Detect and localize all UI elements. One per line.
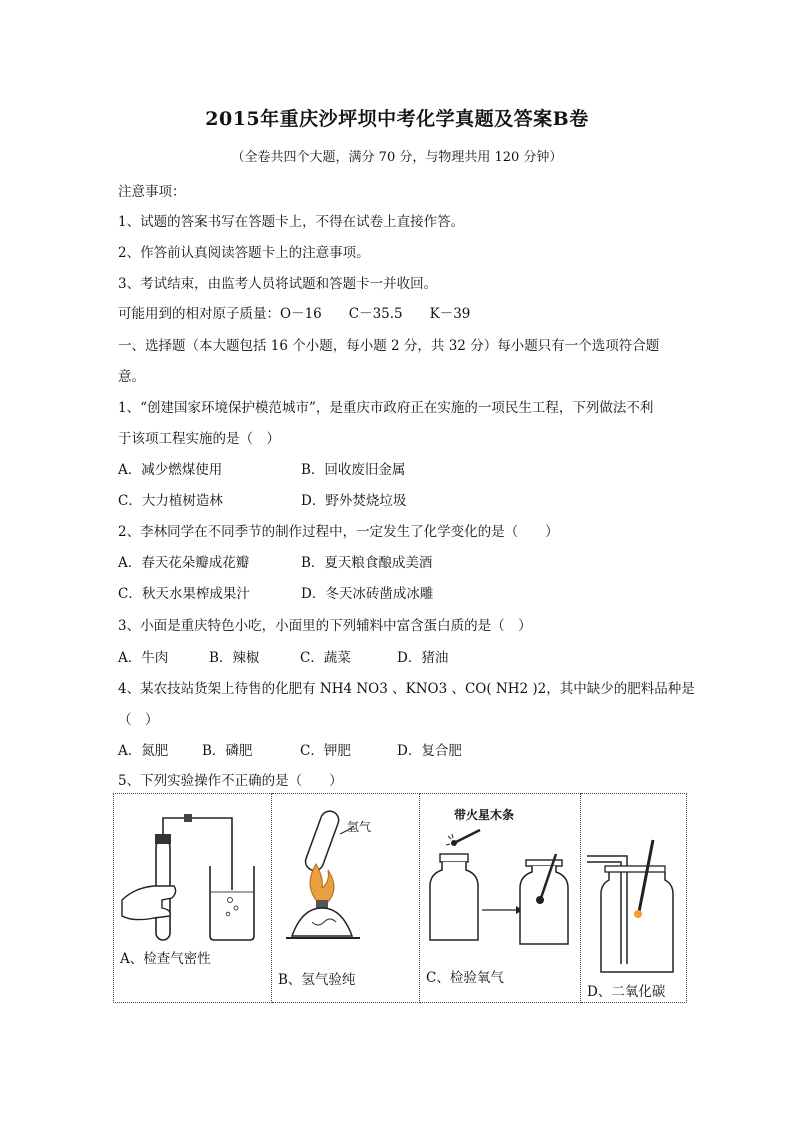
question-4-stem-cont: （ ）: [118, 712, 159, 728]
q4-option-b: B．磷肥: [202, 743, 253, 759]
splint-label: 带火星木条: [454, 808, 515, 822]
question-3-stem: 3、小面是重庆特色小吃，小面里的下列辅料中富含蛋白质的是（ ）: [118, 618, 532, 634]
airtightness-apparatus: [114, 800, 271, 950]
note-item-2: 2、作答前认真阅读答题卡上的注意事项。: [118, 245, 370, 261]
panel-d: [581, 794, 687, 1003]
q4-option-c: C．钾肥: [300, 743, 351, 759]
q1-option-b: B．回收废旧金属: [301, 462, 406, 478]
q2-option-b: B．夏天粮食酿成美酒: [301, 555, 433, 571]
q3-option-c: C．蔬菜: [300, 650, 351, 666]
notes-heading: 注意事项：: [118, 184, 186, 200]
panel-b-caption: B、氢气验纯: [278, 972, 356, 988]
panel-c: [420, 794, 581, 1003]
q3-option-b: B．辣椒: [209, 650, 260, 666]
panel-d-caption: D、二氧化碳: [587, 984, 666, 1000]
question-2-stem: 2、李林同学在不同季节的制作过程中，一定发生了化学变化的是（ ）: [118, 524, 559, 540]
note-item-3: 3、考试结束，由监考人员将试题和答题卡一并收回。: [118, 276, 438, 292]
q4-option-a: A．氮肥: [118, 743, 169, 759]
q3-option-a: A．牛肉: [118, 650, 169, 666]
q4-option-d: D．复合肥: [397, 743, 462, 759]
oxygen-test-apparatus: [420, 820, 580, 970]
experiment-figure-table: [113, 793, 687, 1003]
note-item-1: 1、试题的答案书写在答题卡上，不得在试卷上直接作答。: [118, 214, 465, 230]
q3-option-d: D．猪油: [397, 650, 449, 666]
page-title: 2015年重庆沙坪坝中考化学真题及答案B卷: [205, 108, 589, 130]
question-1-stem-cont: 于该项工程实施的是（ ）: [118, 431, 280, 447]
q2-option-d: D．冬天冰砖凿成冰雕: [301, 586, 434, 602]
exam-info: （全卷共四个大题，满分 70 分，与物理共用 120 分钟）: [231, 150, 563, 165]
hydrogen-label: 氢气: [347, 820, 372, 834]
panel-a-caption: A、检查气密性: [120, 951, 211, 967]
q1-option-a: A．减少燃煤使用: [118, 462, 223, 478]
question-1-stem: 1、“创建国家环境保护模范城市”，是重庆市政府正在实施的一项民生工程，下列做法不利: [118, 400, 654, 416]
panel-b: [272, 794, 420, 1003]
q1-option-d: D．野外焚烧垃圾: [301, 493, 407, 509]
panel-a: [114, 794, 272, 1003]
hydrogen-test-apparatus: [272, 804, 419, 964]
q2-option-a: A．春天花朵瓣成花瓣: [118, 555, 250, 571]
atomic-mass: 可能用到的相对原子质量：O－16 C－35.5 K－39: [118, 306, 471, 322]
panel-c-caption: C、检验氧气: [426, 970, 504, 986]
question-4-stem: 4、某农技站货架上待售的化肥有 NH4 NO3 、KNO3 、CO( NH2 )2，其中缺少的肥料品种是: [118, 681, 695, 697]
question-5-stem: 5、下列实验操作不正确的是（ ）: [118, 773, 343, 789]
q1-option-c: C．大力植树造林: [118, 493, 223, 509]
section-heading: 一、选择题（本大题包括 16 个小题，每小题 2 分，共 32 分）每小题只有一个选项符合题: [118, 338, 660, 354]
section-heading-cont: 意。: [118, 369, 145, 385]
q2-option-c: C．秋天水果榨成果汁: [118, 586, 250, 602]
co2-apparatus: [581, 824, 686, 974]
